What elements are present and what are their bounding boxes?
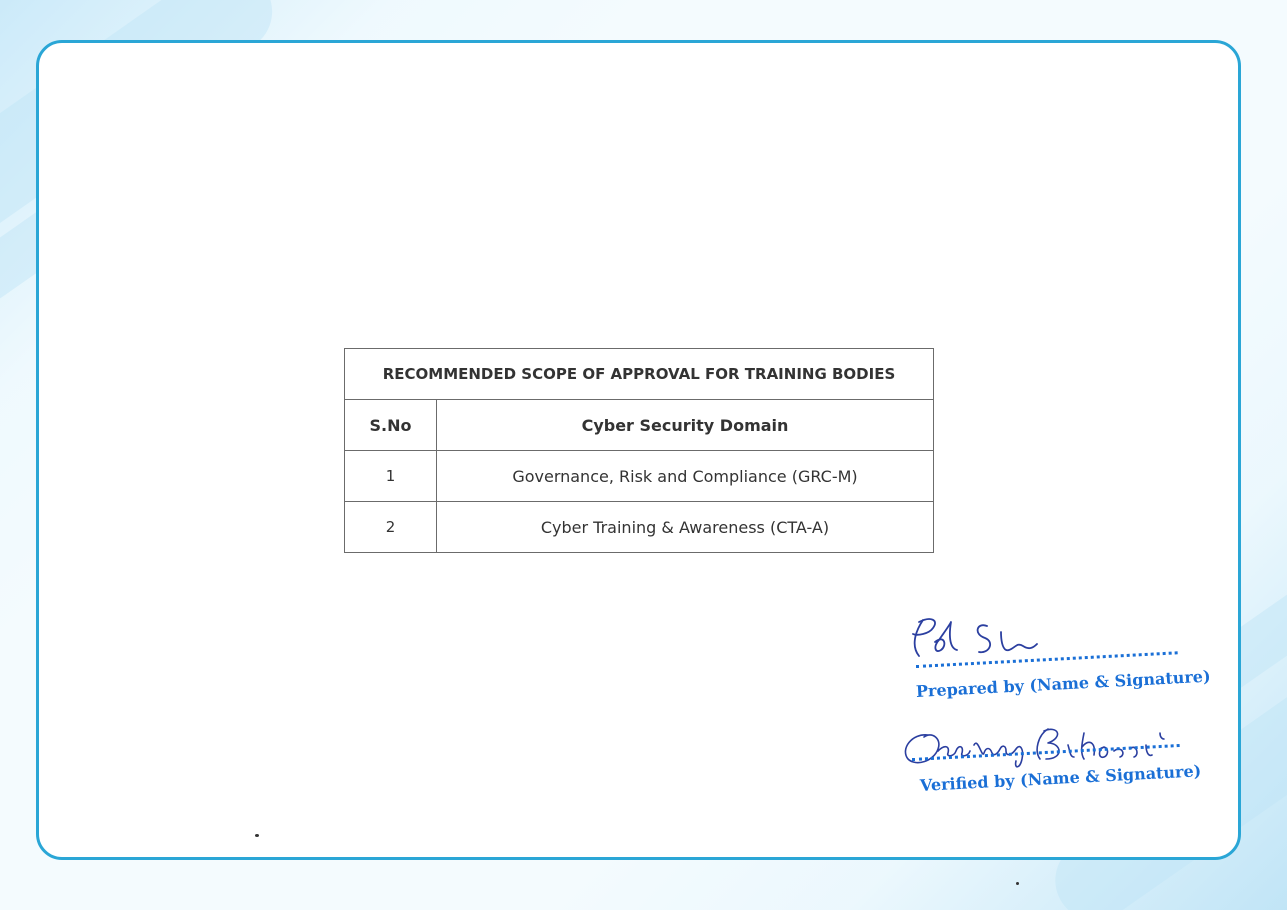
row-domain: Cyber Training & Awareness (CTA-A): [437, 502, 934, 553]
column-header-domain: Cyber Security Domain: [437, 400, 934, 451]
table-header-row: [345, 400, 934, 451]
verified-signature: [898, 715, 1188, 770]
row-sno: 2: [345, 502, 437, 553]
scan-speck: [255, 834, 259, 837]
table-title: RECOMMENDED SCOPE OF APPROVAL FOR TRAINING BODIES: [345, 349, 934, 400]
scope-table: [344, 348, 934, 553]
verified-by-label: Verified by (Name & Signature): [919, 761, 1202, 795]
prepared-signature: [905, 612, 1055, 662]
table-title-row: [345, 349, 934, 400]
prepared-by-label: Prepared by (Name & Signature): [915, 666, 1211, 701]
table-row: [345, 451, 934, 502]
table-row: [345, 502, 934, 553]
row-sno: 1: [345, 451, 437, 502]
row-domain: Governance, Risk and Compliance (GRC-M): [437, 451, 934, 502]
scan-speck: [1016, 882, 1019, 885]
column-header-sno: S.No: [345, 400, 437, 451]
